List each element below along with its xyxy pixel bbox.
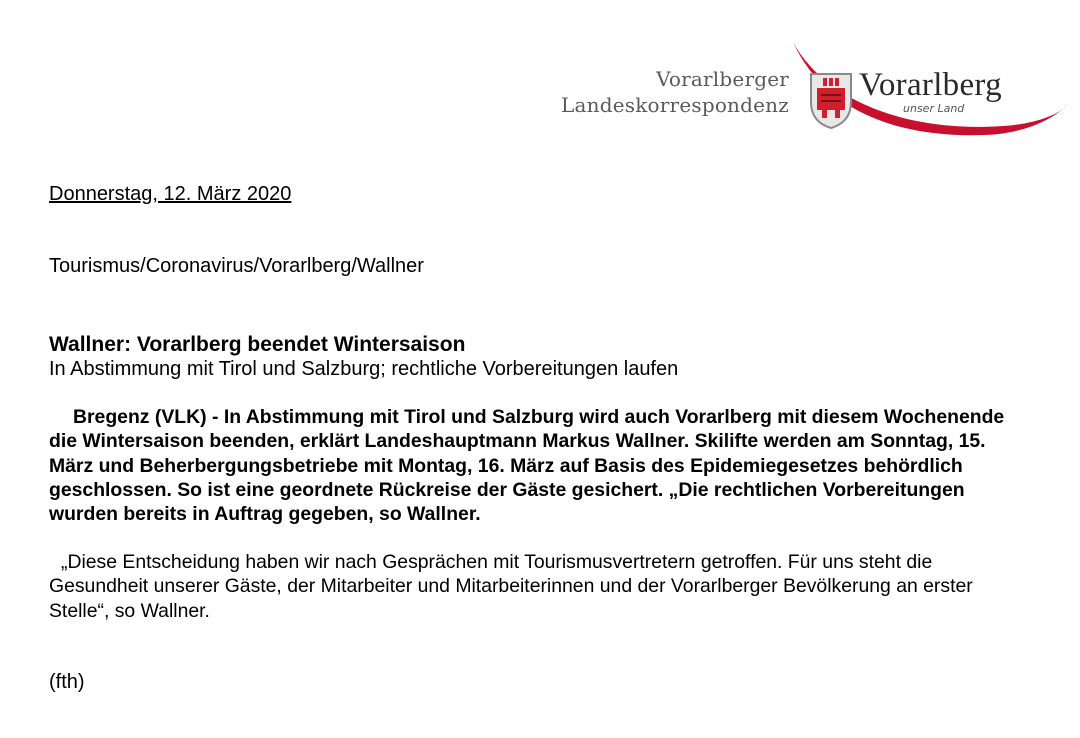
publisher-line-1: Vorarlberger (656, 67, 789, 91)
brand-name: Vorarlberg (859, 67, 1002, 103)
brand-tagline: unser Land (903, 102, 965, 115)
release-date: Donnerstag, 12. März 2020 (49, 183, 292, 205)
headline: Wallner: Vorarlberg beendet Wintersaison (49, 333, 466, 356)
publisher-name (555, 66, 789, 118)
header-logo (555, 38, 1070, 138)
coat-of-arms-icon (808, 68, 854, 130)
lead-paragraph: Bregenz (VLK) - In Abstimmung mit Tirol und Salzburg wird auch Vorarlberg mit diesem Wochenende die Wintersaison beenden, erklärt Landeshauptmann Markus Wallner. Skilifte werden am Sonntag, 15. März und Beherbergungsbetriebe mit Montag, 16. März auf Basis des Epidemiegesetzes behördlich geschlossen. So ist eine geordnete Rückreise der Gäste gesichert. „Die rechtlichen Vorbereitungen wurden bereits in Auftrag gegeben, so Wallner. (49, 406, 1005, 526)
publisher-line-2: Landeskorrespondenz (561, 93, 789, 117)
quote-paragraph: „Diese Entscheidung haben wir nach Gesprächen mit Tourismusvertretern getroffen. Für uns steht die Gesundheit unserer Gäste, der Mitarbeiter und Mitarbeiterinnen und der Vorarlberger Bevölkerung an erster Stelle“, so Wallner. (49, 551, 973, 622)
author-signoff: (fth) (49, 671, 85, 693)
subheadline: In Abstimmung mit Tirol und Salzburg; rechtliche Vorbereitungen laufen (49, 358, 679, 380)
topic-keywords: Tourismus/Coronavirus/Vorarlberg/Wallner (49, 255, 424, 277)
